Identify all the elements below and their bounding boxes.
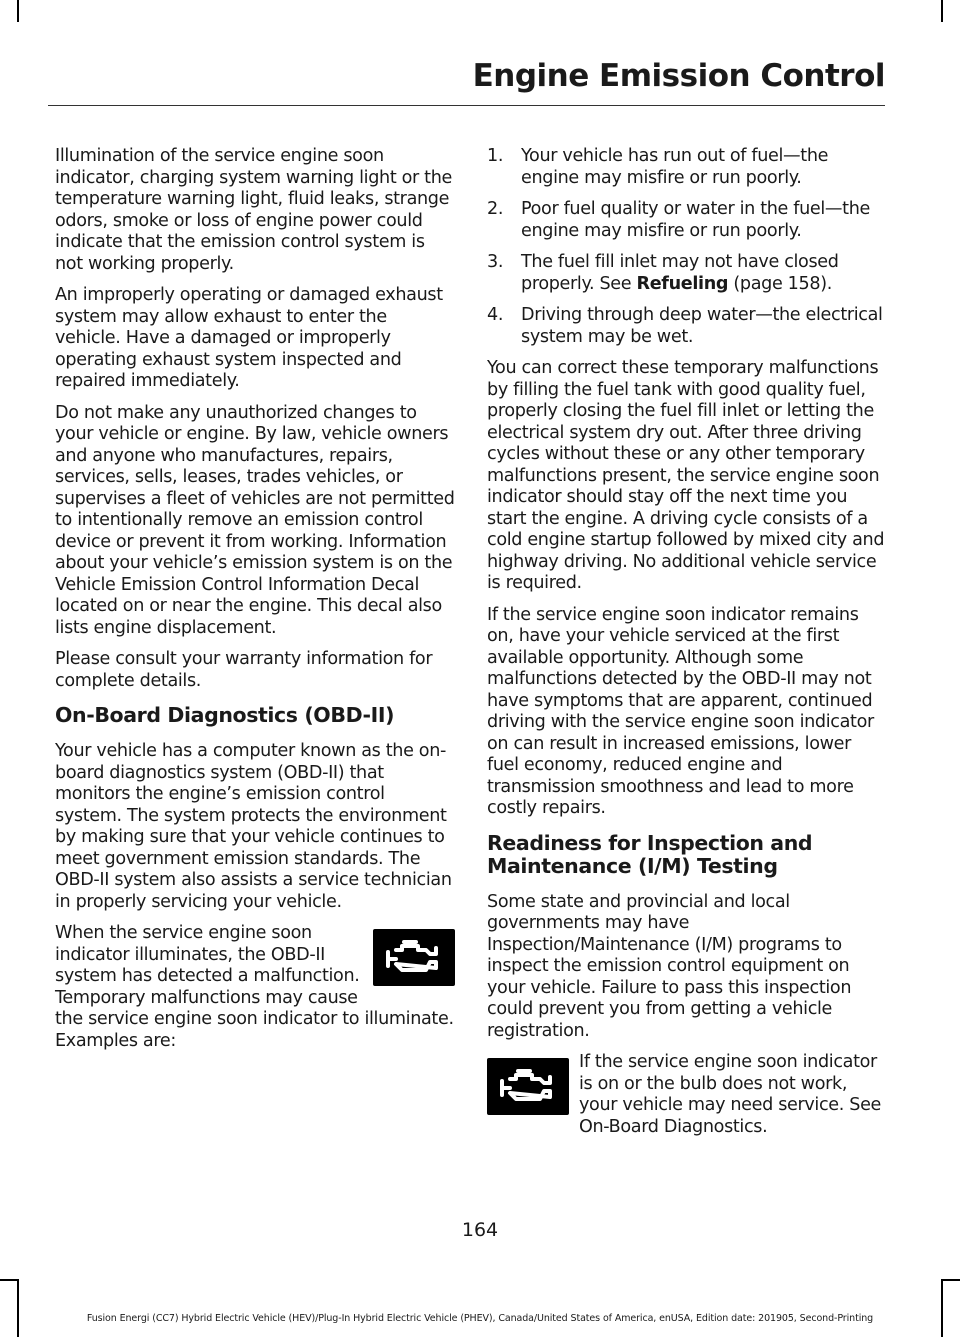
right-column — [487, 146, 885, 1148]
crop-mark-bottom-right-horizontal — [941, 1279, 960, 1281]
footer-edition-info: Fusion Energi (CC7) Hybrid Electric Vehicle (HEV)/Plug-In Hybrid Electric Vehicle (PHEV), Canada/United States of America, enUSA, Edition date: 201905, Second-Printing — [86, 1313, 874, 1324]
paragraph: An improperly operating or damaged exhaust system may allow exhaust to enter the vehicle. Have a damaged or improperly operating exhaust system inspected and repaired immediately. — [55, 285, 443, 391]
list-number: 4. — [487, 305, 504, 325]
section-heading-readiness: Readiness for Inspection and Maintenance (I/M) Testing — [487, 830, 813, 878]
paragraph: Some state and provincial and local governments may have Inspection/Maintenance (I/M) programs to inspect the emission control equipment on your vehicle. Failure to pass this inspection could prevent you from getting a vehicle registration. — [487, 891, 852, 1041]
paragraph: If the service engine soon indicator remains on, have your vehicle serviced at the first available opportunity. Although some malfunctions detected by the OBD-II may not have symptoms that are apparent, continued driving with the service engine soon indicator on can result in increased emissions, lower fuel economy, reduced engine and transmission smoothness and lead to more costly repairs. — [487, 604, 874, 818]
paragraph: If the service engine soon indicator is on or the bulb does not work, your vehicle may need service. See On-Board Diagnostics. — [579, 1052, 882, 1137]
list-item — [487, 252, 885, 295]
section-heading-obd: On-Board Diagnostics (OBD-II) — [55, 703, 395, 727]
indicator-block — [55, 923, 455, 1052]
crop-mark-bottom-right-vertical — [941, 1279, 943, 1337]
paragraph: Please consult your warranty information for complete details. — [55, 649, 433, 691]
crop-mark-bottom-left-horizontal — [0, 1279, 19, 1281]
refueling-link[interactable]: Refueling — [636, 273, 729, 294]
paragraph: Illumination of the service engine soon indicator, charging system warning light or the temperature warning light, fluid leaks, strange odors, smoke or loss of engine power could indicate that the emission control system is not working properly. — [55, 146, 452, 274]
list-number: 2. — [487, 199, 504, 219]
list-number: 1. — [487, 146, 504, 166]
paragraph: Do not make any unauthorized changes to your vehicle or engine. By law, vehicle owners and anyone who manufactures, repairs, services, sells, leases, trades vehicles, or supervises a fleet of vehicles are not permitted to intentionally remove an emission control device or prevent it from working. Information about your vehicle’s emission system is on the Vehicle Emission Control Information Decal located on or near the engine. This decal also lists engine displacement. — [55, 402, 455, 638]
left-column — [55, 146, 455, 1062]
list-item — [487, 199, 885, 242]
list-item — [487, 146, 885, 189]
paragraph: When the service engine soon indicator illuminates, the OBD-II system has detected a malfunction. Temporary malfunctions may cause the service engine soon indicator to illuminate. Examples are: — [55, 923, 454, 1051]
crop-mark-bottom-left-vertical — [17, 1279, 19, 1337]
list-text: (page 158). — [728, 273, 832, 294]
page-title: Engine Emission Control — [472, 58, 885, 94]
header-divider — [48, 105, 885, 106]
list-text: The fuel fill inlet may not have closed properly. See — [521, 252, 839, 294]
page-number: 164 — [461, 1219, 499, 1241]
list-text: Your vehicle has run out of fuel—the engine may misfire or run poorly. — [521, 146, 829, 188]
list-item — [487, 305, 885, 348]
list-text: Poor fuel quality or water in the fuel—the engine may misfire or run poorly. — [521, 199, 870, 241]
crop-mark-top-right-vertical — [941, 0, 943, 22]
indicator-block — [487, 1052, 885, 1138]
paragraph: You can correct these temporary malfunctions by filling the fuel tank with good quality fuel, properly closing the fuel fill inlet or letting the electrical system dry out. After three driving cycles without these or any other temporary malfunctions present, the service engine soon indicator should stay off the next time you start the engine. A driving cycle consists of a cold engine startup followed by mixed city and highway driving. No additional vehicle service is required. — [487, 358, 885, 593]
paragraph: Your vehicle has a computer known as the on-board diagnostics system (OBD-II) that monitors the engine’s emission control system. The system protects the environment by making sure that your vehicle continues to meet government emission standards. The OBD-II system also assists a service technician in properly servicing your vehicle. — [55, 741, 452, 912]
crop-mark-top-left-vertical — [17, 0, 19, 22]
check-engine-icon — [373, 929, 455, 986]
list-number: 3. — [487, 252, 504, 272]
list-text: Driving through deep water—the electrical system may be wet. — [521, 305, 883, 347]
examples-list — [487, 146, 885, 348]
check-engine-icon — [487, 1058, 569, 1115]
